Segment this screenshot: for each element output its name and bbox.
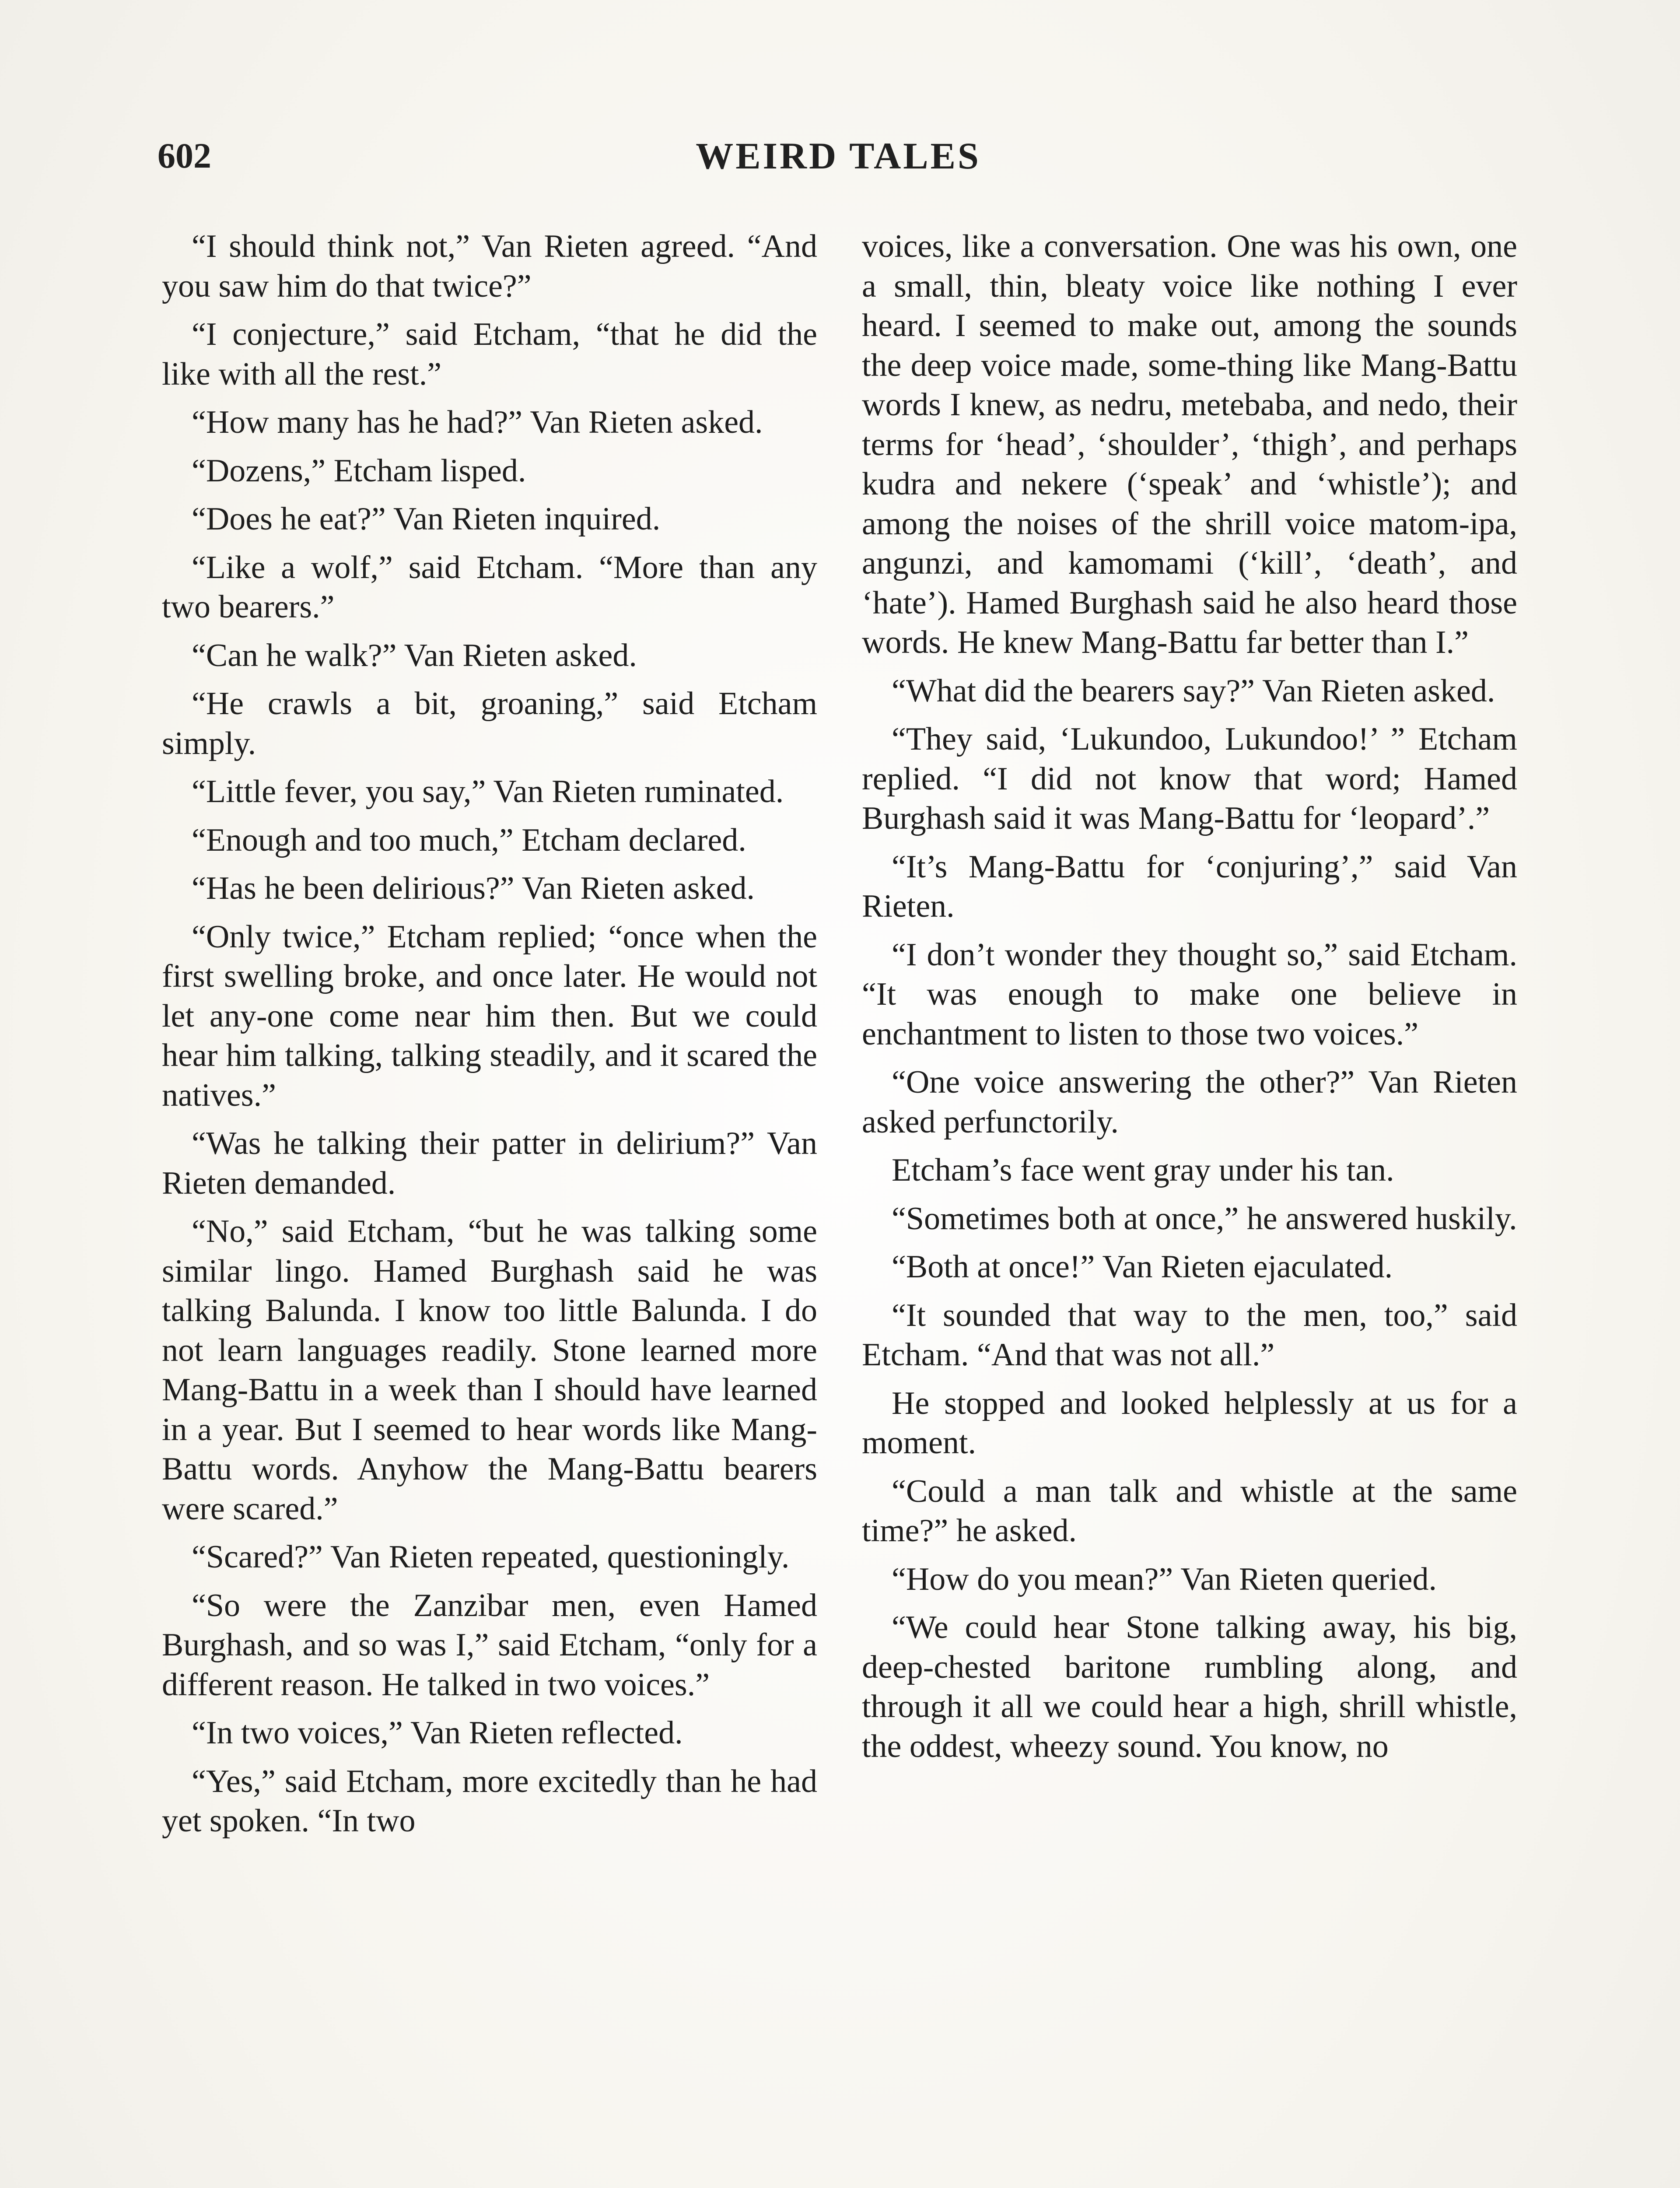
paragraph: “Has he been delirious?” Van Rieten asked.	[192, 870, 755, 906]
paragraph: “Enough and too much,” Etcham declared.	[192, 822, 746, 858]
paragraph: “In two voices,” Van Rieten reflected.	[192, 1715, 683, 1751]
page-number: 602	[158, 136, 211, 175]
paragraph: “Scared?” Van Rieten repeated, questioningly.	[192, 1539, 790, 1575]
paragraph: “What did the bearers say?” Van Rieten asked.	[892, 673, 1495, 709]
journal-title: WEIRD TALES	[696, 135, 981, 177]
paragraph: “Can he walk?” Van Rieten asked.	[192, 637, 637, 673]
paragraph: “I should think not,” Van Rieten agreed. “And you saw him do that twice?”	[162, 228, 817, 304]
paragraph: “I don’t wonder they thought so,” said Etcham. “It was enough to make one believe in enchantment to listen to those two voices.”	[862, 936, 1517, 1052]
paragraph: “How many has he had?” Van Rieten asked.	[192, 404, 763, 440]
paragraph: “They said, ‘Lukundoo, Lukundoo!’ ” Etcham replied. “I did not know that word; Hamed Burghash said it was Mang-Battu for ‘leopard’.”	[862, 721, 1517, 836]
article-columns	[162, 227, 1522, 2188]
paragraph: “Both at once!” Van Rieten ejaculated.	[892, 1249, 1393, 1285]
paragraph: “We could hear Stone talking away, his big, deep-chested baritone rumbling along, and through it all we could hear a high, shrill whistle, the oddest, wheezy sound. You know, no	[862, 1609, 1517, 1764]
paragraph: He stopped and looked helplessly at us for a moment.	[862, 1385, 1517, 1461]
paragraph: Etcham’s face went gray under his tan.	[892, 1152, 1394, 1188]
continued-paragraph: voices, like a conversation. One was his own, one a small, thin, bleaty voice like nothing I ever heard. I seemed to make out, among the sounds the deep voice made, some-thing like Mang-Battu words I knew, as nedru, metebaba, and nedo, their terms for ‘head’, ‘shoulder’, ‘thigh’, and perhaps kudra and nekere (‘speak’ and ‘whistle’); and among the noises of the shrill voice matom-ipa, angunzi, and kamomami (‘kill’, ‘death’, and ‘hate’). Hamed Burghash said he also heard those words. He knew Mang-Battu far better than I.”	[862, 228, 1517, 660]
left-column	[162, 227, 817, 2188]
paragraph: “I conjecture,” said Etcham, “that he did the like with all the rest.”	[162, 316, 817, 392]
page-header	[158, 131, 1519, 180]
paragraph: “It sounded that way to the men, too,” said Etcham. “And that was not all.”	[862, 1297, 1517, 1373]
paragraph: “Little fever, you say,” Van Rieten ruminated.	[192, 774, 784, 810]
paragraph: “He crawls a bit, groaning,” said Etcham simply.	[162, 686, 817, 761]
paragraph: “So were the Zanzibar men, even Hamed Burghash, and so was I,” said Etcham, “only for a different reason. He talked in two voices.”	[162, 1587, 817, 1703]
paragraph: “Sometimes both at once,” he answered huskily.	[892, 1200, 1517, 1237]
paragraph: “Dozens,” Etcham lisped.	[192, 452, 526, 489]
paragraph: “It’s Mang-Battu for ‘conjuring’,” said Van Rieten.	[862, 849, 1517, 924]
paragraph: “Could a man talk and whistle at the same time?” he asked.	[862, 1473, 1517, 1549]
right-column	[862, 227, 1517, 2188]
paragraph: “How do you mean?” Van Rieten queried.	[892, 1561, 1437, 1597]
paragraph: “One voice answering the other?” Van Rieten asked perfunctorily.	[862, 1064, 1517, 1140]
paragraph: “Does he eat?” Van Rieten inquired.	[192, 501, 661, 537]
paragraph: “No,” said Etcham, “but he was talking some similar lingo. Hamed Burghash said he was talking Balunda. I know too little Balunda. I do not learn languages readily. Stone learned more Mang-Battu in a week than I should have learned in a year. But I seemed to hear words like Mang-Battu words. Anyhow the Mang-Battu bearers were scared.”	[162, 1213, 817, 1527]
paragraph: “Yes,” said Etcham, more excitedly than he had yet spoken. “In two	[162, 1763, 817, 1839]
paragraph: “Was he talking their patter in delirium?” Van Rieten demanded.	[162, 1126, 817, 1201]
paragraph: “Like a wolf,” said Etcham. “More than any two bearers.”	[162, 549, 817, 625]
paragraph: “Only twice,” Etcham replied; “once when the first swelling broke, and once later. He would not let any-one come near him then. But we could hear him talking, talking steadily, and it scared the natives.”	[162, 919, 817, 1113]
